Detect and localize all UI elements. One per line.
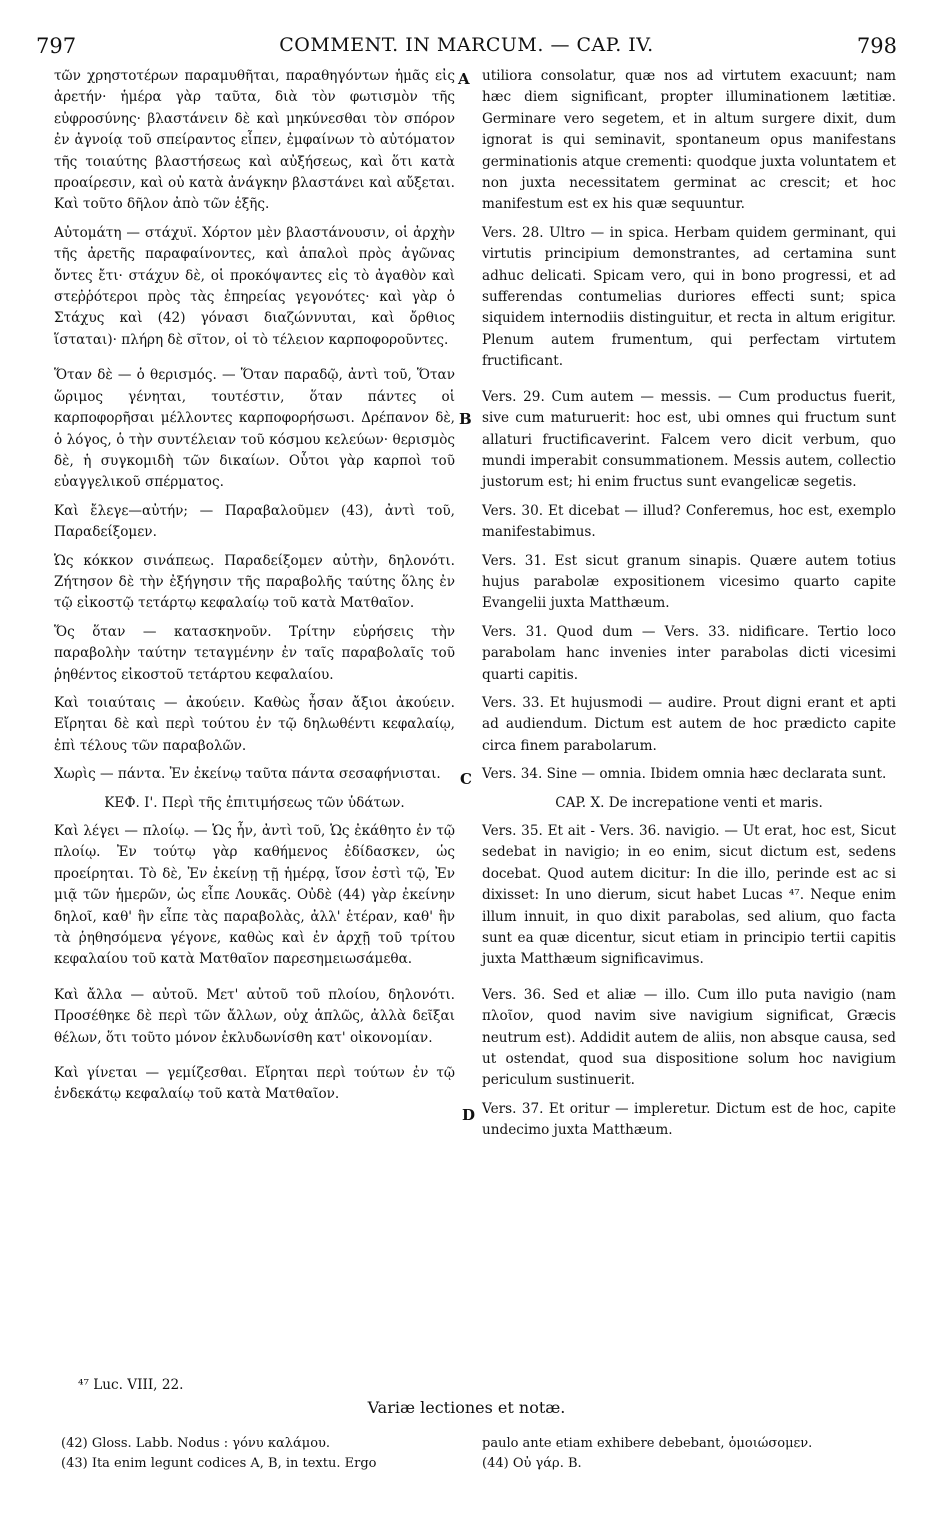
latin-paragraph: Vers. 35. Et ait - Vers. 36. navigio. — Ut erat, hoc est, Sicut sedebat in navigio; in eo enim, sicut dictum est, sedens docebat. Quod autem dicitur: In die illo, perinde est ac si dixisset: In uno dierum, sicut habet Lucas ⁴⁷. Neque enim illum innuit, in quo dixit parabolas, sed alium, quo facta sunt ea quæ dicentur, sicut etiam in principio tertii capitis juxta Matthæum significavimus. (482, 823, 896, 968)
latin-paragraph: Vers. 28. Ultro — in spica. Herbam quidem germinant, qui virtutis principium demonstrantes, ad certamina sunt adhuc delicati. Spicam vero, qui in bono progressi, et ad sufferendas contumelias duriores effecti sunt; spica siquidem internodiis distinguitur, et recta in altum erigitur. Plenum autem frumentum, qui perfectam virtutem fructificant. (482, 224, 896, 370)
greek-paragraph: Ὅταν δὲ — ὁ θερισμός. — Ὅταν παραδῷ, ἀντὶ τοῦ, Ὅταν ὥριμος γένηται, τουτέστιν, ὅταν πάντες οἱ καρποφορῆσαι μέλλοντες καρποφορήσωσι. Δρέπανον δὲ, ὁ λόγος, ὁ τὴν συντέλειαν τοῦ κόσμου κελεύων· θερισμὸς δὲ, ἡ συγκομιδὴ τῶν δικαίων. Οὗτοι γὰρ καρποὶ τοῦ εὐαγγελικοῦ σπέρματος. (54, 367, 455, 491)
latin-column (482, 66, 896, 1142)
latin-paragraph: Vers. 31. Quod dum — Vers. 33. nidificare. Tertio loco parabolam hanc invenies inter parabolas dicti vicesimi quarti capitis. (482, 623, 896, 683)
latin-paragraph: Vers. 34. Sine — omnia. Ibidem omnia hæc declarata sunt. (482, 766, 887, 783)
greek-paragraph: Καὶ ἔλεγε—αὐτήν; — Παραβαλοῦμεν (43), ἀντὶ τοῦ, Παραδείξομεν. (54, 502, 455, 541)
latin-paragraph: Vers. 29. Cum autem — messis. — Cum productus fuerit, sive cum maturuerit: hoc est, ubi omnes qui fructum sunt allaturi fructificaverint. Falcem vero dicit verbum, quo mundi imperabit consummationem. Messis autem, collectio justorum est; hi enim fructus sunt evangelicæ segetis. (482, 388, 896, 491)
running-title: COMMENT. IN MARCUM. — CAP. IV. (279, 34, 654, 56)
note-item: (42) Gloss. Labb. Nodus : γόνυ καλάμου. (61, 1436, 331, 1451)
latin-paragraph: Vers. 37. Et oritur — impleretur. Dictum est de hoc, capite undecimo juxta Matthæum. (482, 1100, 896, 1139)
greek-paragraph: Καὶ λέγει — πλοίῳ. — Ὡς ἦν, ἀντὶ τοῦ, Ὡς ἐκάθητο ἐν τῷ πλοίῳ. Ἐν τούτῳ γὰρ καθήμενος ἐδίδασκεν, ὡς προείρηται. Τὸ δὲ, Ἐν ἐκείνῃ τῇ ἡμέρᾳ, ἴσον ἐστὶ τῷ, Ἐν μιᾷ τῶν ἡμερῶν, ὡς εἶπε Λουκᾶς. Οὐδὲ (44) γὰρ ἐκείνην δηλοῖ, καθ' ἣν εἶπε τὰς παραβολὰς, ἀλλ' ἑτέραν, καθ' ἣν τὰ ῥηθησόμενα γέγονε, καθὼς καὶ ἐν ἀρχῇ τοῦ τρίτου κεφαλαίου τοῦ κατὰ Ματθαῖον παρεσημειωσάμεθα. (54, 823, 455, 968)
greek-paragraph: Ὅς ὅταν — κατασκηνοῦν. Τρίτην εὑρήσεις τὴν παραβολὴν ταύτην τεταγμένην ἐν ταῖς παραβολαῖς τοῦ ῥηθέντος εἰκοστοῦ τετάρτου κεφαλαίου. (54, 623, 455, 683)
margin-letter-d: D (462, 1106, 476, 1124)
notes-left (61, 1434, 461, 1474)
margin-letter-c: C (460, 770, 472, 788)
latin-paragraph: Vers. 30. Et dicebat — illud? Conferemus, hoc est, exemplo manifestabimus. (482, 502, 896, 541)
chapter-heading-greek: ΚΕΦ. Ι'. Περὶ τῆς ἐπιτιμήσεως τῶν ὑδάτων. (104, 794, 405, 811)
note-item: (44) Οὐ γάρ. B. (482, 1456, 582, 1471)
note-item: paulo ante etiam exhibere debebant, ὁμοιώσομεν. (482, 1436, 813, 1451)
margin-letter-b: B (459, 410, 472, 428)
greek-paragraph: Καὶ ἄλλα — αὐτοῦ. Μετ' αὐτοῦ τοῦ πλοίου, δηλονότι. Προσέθηκε δὲ περὶ τῶν ἄλλων, οὐχ ἁπλῶς, ἀλλὰ δεῖξαι θέλων, ὅτι τοῦτο μόνον ἐκλυδωνίσθη κατ' οἰκονομίαν. (54, 986, 455, 1046)
latin-paragraph: Vers. 31. Est sicut granum sinapis. Quære autem totius hujus parabolæ expositionem vicesimo quarto capite Evangelii juxta Matthæum. (482, 552, 896, 612)
page-header (0, 34, 933, 64)
footnote: ⁴⁷ Luc. VIII, 22. (78, 1377, 184, 1393)
chapter-heading-latin: CAP. X. De increpatione venti et maris. (555, 794, 823, 811)
greek-paragraph: Καὶ γίνεται — γεμίζεσθαι. Εἴρηται περὶ τούτων ἐν τῷ ἑνδεκάτῳ κεφαλαίῳ τοῦ κατὰ Ματθαῖον. (54, 1065, 455, 1103)
margin-letter-a: A (458, 70, 470, 88)
note-item: (43) Ita enim legunt codices A, B, in textu. Ergo (61, 1456, 377, 1471)
greek-paragraph: Ὡς κόκκον σινάπεως. Παραδείξομεν αὐτὴν, δηλονότι. Ζήτησον δὲ τὴν ἐξήγησιν τῆς παραβολῆς ταύτης ὅλης ἐν τῷ εἰκοστῷ τετάρτῳ κεφαλαίῳ τοῦ κατὰ Ματθαῖον. (54, 552, 455, 612)
latin-paragraph: utiliora consolatur, quæ nos ad virtutem exacuunt; nam hæc diem significant, propter illuminationem lætitiæ. Germinare vero segetem, et in altum surgere dixit, dum ignorat is qui seminavit, spontaneum opus manifestans germinationis atque crementi: quodque juxta voluntatem et non juxta necessitatem germinat ac crescit; et hoc manifestum est ex his quæ sequuntur. (482, 68, 896, 213)
greek-paragraph: Αὐτομάτη — στάχυϊ. Χόρτον μὲν βλαστάνουσιν, οἱ ἀρχὴν τῆς ἀρετῆς παραφαίνοντες, καὶ ἁπαλοὶ πρὸς ἀγῶνας ὄντες ἔτι· στάχυν δὲ, οἱ προκόψαντες εἰς τὸ ἀγαθὸν καὶ στεῤῥότεροι πρὸς τὰς ἐπηρείας γεγονότες· καὶ γὰρ ὁ Στάχυς καὶ (42) γόνασι διαζώννυται, καὶ ὄρθιος ἵσταται)· πλήρη δὲ σῖτον, οἱ τὸ τέλειον καρποφοροῦντες. (54, 224, 455, 348)
page-number-left: 797 (36, 34, 77, 58)
notes-right (482, 1434, 896, 1474)
latin-paragraph: Vers. 36. Sed et aliæ — illo. Cum illo puta navigio (nam πλοῖον, quod navim sive navigium significat, Græcis neutrum est). Addidit autem de aliis, non absque causa, sed ut ostendat, quod sua dispositione solum hoc navigium periculum sustinuerit. (482, 986, 896, 1089)
greek-paragraph: Χωρὶς — πάντα. Ἐν ἐκείνῳ ταῦτα πάντα σεσαφήνισται. (54, 766, 441, 783)
greek-paragraph: Καὶ τοιαύταις — ἀκούειν. Καθὼς ἦσαν ἄξιοι ἀκούειν. Εἴρηται δὲ καὶ περὶ τούτου ἐν τῷ δηλωθέντι κεφαλαίῳ, ἐπὶ τέλους τῶν παραβολῶν. (54, 694, 455, 754)
latin-paragraph: Vers. 33. Et hujusmodi — audire. Prout digni erant et apti ad audiendum. Dictum est autem de hoc prædicto capite circa finem parabolarum. (482, 694, 896, 754)
page-number-right: 798 (856, 34, 897, 58)
notes-title: Variæ lectiones et notæ. (367, 1398, 566, 1417)
greek-paragraph: τῶν χρηστοτέρων παραμυθῆται, παραθηγόντων ἡμᾶς εἰς ἀρετήν· ἡμέρα γὰρ ταῦτα, διὰ τὸν φωτισμὸν τῆς εὐφροσύνης· βλαστάνειν δὲ καὶ μηκύνεσθαι τὸν σπόρον ἐν ἀγνοίᾳ τοῦ σπείραντος εἶπεν, ἐμφαίνων τὸ αὐτόματον τῆς τοιαύτης βλαστήσεως καὶ αὐξήσεως, καὶ ὅτι κατὰ προαίρεσιν, καὶ οὐ κατὰ ἀνάγκην βλαστάνει καὶ αὔξεται. Καὶ τοῦτο δῆλον ἀπὸ τῶν ἑξῆς. (54, 68, 455, 213)
greek-column (54, 66, 455, 1106)
